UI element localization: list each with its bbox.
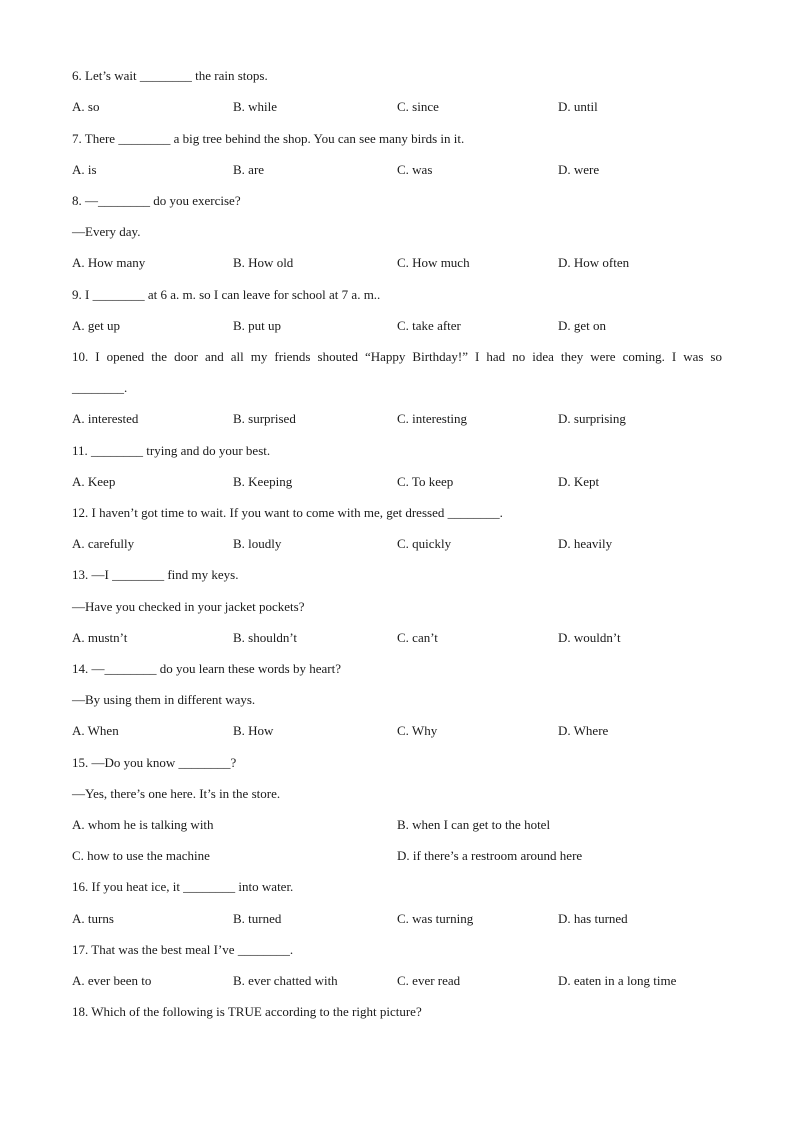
- question-16-option-c: C. was turning: [397, 911, 474, 926]
- question-11-option-c: C. To keep: [397, 474, 454, 489]
- question-11-option-a: A. Keep: [72, 474, 116, 489]
- question-13-option-a: A. mustn’t: [72, 630, 128, 645]
- question-15-response: —Yes, there’s one here. It’s in the store.: [72, 786, 281, 801]
- question-12-option-d: D. heavily: [558, 536, 613, 551]
- question-13-response: —Have you checked in your jacket pockets?: [72, 599, 305, 614]
- question-11-option-b: B. Keeping: [233, 474, 293, 489]
- question-14-response: —By using them in different ways.: [72, 692, 256, 707]
- question-17-option-c: C. ever read: [397, 973, 461, 988]
- question-11-option-d: D. Kept: [558, 474, 600, 489]
- question-6-stem: 6. Let’s wait ________ the rain stops.: [72, 68, 268, 83]
- question-7-option-d: D. were: [558, 162, 600, 177]
- question-8-response: —Every day.: [72, 224, 141, 239]
- question-10-stem: 10. I opened the door and all my friends shouted “Happy Birthday!” I had no idea they were coming. I was so: [72, 349, 722, 364]
- question-15-option-a: A. whom he is talking with: [72, 817, 214, 832]
- question-14-option-c: C. Why: [397, 723, 438, 738]
- question-14-option-d: D. Where: [558, 723, 609, 738]
- question-14-option-b: B. How: [233, 723, 274, 738]
- question-18-stem: 18. Which of the following is TRUE according to the right picture?: [72, 1004, 422, 1019]
- question-12-stem: 12. I haven’t got time to wait. If you want to come with me, get dressed ________.: [72, 505, 503, 520]
- question-13-option-c: C. can’t: [397, 630, 438, 645]
- question-16-stem: 16. If you heat ice, it ________ into water.: [72, 879, 294, 894]
- question-6-option-a: A. so: [72, 99, 100, 114]
- question-17-stem: 17. That was the best meal I’ve ________.: [72, 942, 294, 957]
- question-15-stem: 15. —Do you know ________?: [72, 755, 237, 770]
- question-15-option-b: B. when I can get to the hotel: [397, 817, 551, 832]
- question-14-option-a: A. When: [72, 723, 119, 738]
- question-6-option-c: C. since: [397, 99, 439, 114]
- question-10-option-a: A. interested: [72, 411, 139, 426]
- question-12-option-b: B. loudly: [233, 536, 282, 551]
- question-8-option-b: B. How old: [233, 255, 294, 270]
- question-11-stem: 11. ________ trying and do your best.: [72, 443, 271, 458]
- question-13-stem: 13. —I ________ find my keys.: [72, 567, 239, 582]
- question-17-option-a: A. ever been to: [72, 973, 152, 988]
- question-6-option-d: D. until: [558, 99, 598, 114]
- question-8-option-a: A. How many: [72, 255, 146, 270]
- question-17-option-d: D. eaten in a long time: [558, 973, 677, 988]
- question-6-option-b: B. while: [233, 99, 278, 114]
- question-13-option-d: D. wouldn’t: [558, 630, 621, 645]
- question-10-stem-continued: ________.: [72, 380, 128, 395]
- question-10-option-b: B. surprised: [233, 411, 296, 426]
- question-15-option-c: C. how to use the machine: [72, 848, 210, 863]
- question-13-option-b: B. shouldn’t: [233, 630, 298, 645]
- question-7-option-b: B. are: [233, 162, 265, 177]
- question-12-option-c: C. quickly: [397, 536, 452, 551]
- question-8-option-d: D. How often: [558, 255, 630, 270]
- question-7-option-c: C. was: [397, 162, 433, 177]
- question-7-option-a: A. is: [72, 162, 97, 177]
- question-16-option-a: A. turns: [72, 911, 114, 926]
- question-10-option-d: D. surprising: [558, 411, 626, 426]
- question-8-stem: 8. —________ do you exercise?: [72, 193, 241, 208]
- question-9-stem: 9. I ________ at 6 a. m. so I can leave for school at 7 a. m..: [72, 287, 381, 302]
- question-12-option-a: A. carefully: [72, 536, 135, 551]
- question-9-option-d: D. get on: [558, 318, 607, 333]
- question-10-option-c: C. interesting: [397, 411, 468, 426]
- question-9-option-a: A. get up: [72, 318, 121, 333]
- question-9-option-b: B. put up: [233, 318, 282, 333]
- question-17-option-b: B. ever chatted with: [233, 973, 338, 988]
- question-14-stem: 14. —________ do you learn these words by heart?: [72, 661, 341, 676]
- question-9-option-c: C. take after: [397, 318, 461, 333]
- question-16-option-d: D. has turned: [558, 911, 628, 926]
- question-15-option-d: D. if there’s a restroom around here: [397, 848, 583, 863]
- question-7-stem: 7. There ________ a big tree behind the shop. You can see many birds in it.: [72, 131, 465, 146]
- question-16-option-b: B. turned: [233, 911, 282, 926]
- question-8-option-c: C. How much: [397, 255, 470, 270]
